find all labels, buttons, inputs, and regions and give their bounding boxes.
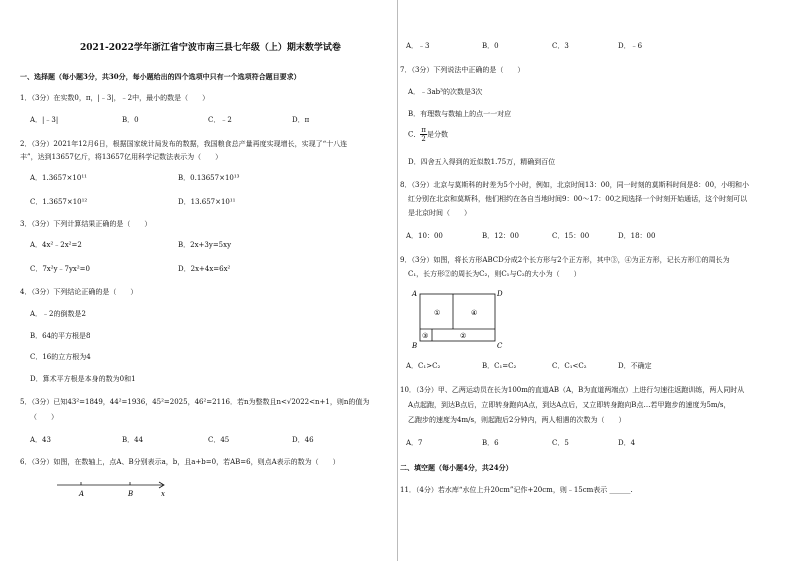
q7-option-c-suffix: 是分数 [426,130,448,139]
q2-option-c: C．1.3657×10¹² [30,198,88,206]
q3-option-b: B．2x+3y=5xy [178,241,232,249]
q8-option-c: C．15：00 [552,232,590,240]
q3-stem: 3．（3分）下列计算结果正确的是（ ） [20,220,152,228]
q5-option-b: B．44 [122,436,144,444]
q10-option-b: B．6 [482,439,499,447]
q4-option-b: B．64的平方根是8 [30,332,91,340]
q10-line3: 乙跑步的速度为4m/s，则起跑后2分钟内，两人相遇的次数为（ ） [408,416,626,424]
q10-option-d: D．4 [618,439,636,447]
q9-option-c: C．C₁<C₂ [552,362,587,370]
q7-stem: 7．（3分）下列说法中正确的是（ ） [400,66,525,74]
q1-option-d: D．π [292,116,310,124]
q5-line1: 5．（3分）已知43²=1849，44²=1936，45²=2025，46²=2116．若n为整数且n<√2022<n+1，则n的值为 [20,398,370,406]
vertex-d-label: D [497,290,503,298]
q5-option-c: C．45 [208,436,230,444]
q7-option-c [408,126,448,143]
q6-option-c: C．3 [552,42,569,50]
point-b-label: B [128,490,134,498]
q8-option-a: A．10：00 [406,232,443,240]
column-divider [397,0,398,561]
q8-line1: 8．（3分）北京与莫斯科的时差为5个小时，例如，北京时间13：00，同一时刻的莫斯科时间是8：00，小明和小 [400,181,750,189]
q2-option-b: B．0.13657×10¹³ [178,174,240,182]
q1-option-c: C．﹣2 [208,116,232,124]
q10-option-a: A．7 [406,439,423,447]
q9-option-a: A．C₁>C₂ [406,362,441,370]
exam-title: 2021-2022学年浙江省宁波市南三县七年级（上）期末数学试卷 [80,43,341,53]
q5-line2: （ ） [30,413,58,421]
q9-line1: 9．（3分）如图，将长方形ABCD分成2个长方形与2个正方形，其中③，④为正方形，记长方形①的周长为 [400,256,730,264]
section-2-heading: 二、填空题（每小题4分，共24分） [400,463,513,472]
q8-line3: 是北京时间（ ） [408,209,471,217]
region-2-label: ② [460,332,467,340]
q1-stem: 1．（3分）在实数0，π，|﹣3|，﹣2中，最小的数是（ ） [20,94,210,102]
pi-over-2-fraction [420,126,427,143]
number-line-figure [55,478,175,500]
q3-option-d: D．2x+4x=6x² [178,265,231,273]
q1-option-b: B．0 [122,116,139,124]
q2-line1: 2．（3分）2021年12月6日，根据国家统计局发布的数据，我国粮食总产量再度实现增长，实现了“十八连 [20,140,348,148]
vertex-b-label: B [412,342,418,350]
q4-option-d: D．算术平方根是本身的数为0和1 [30,375,136,383]
q3-option-a: A．4x²﹣2x²=2 [30,241,82,249]
q8-option-d: D．18：00 [618,232,656,240]
q9-line2: C₁，长方形②的周长为C₂，则C₁与C₂的大小为（ ） [408,270,581,278]
q6-option-a: A．﹣3 [406,42,430,50]
q5-option-a: A．43 [30,436,51,444]
rectangle-abcd-figure [402,286,507,356]
q1-option-a: A．|﹣3| [30,116,59,124]
q4-option-c: C．16的立方根为4 [30,353,91,361]
q7-option-b: B．有理数与数轴上的点一一对应 [408,110,512,118]
q8-option-b: B．12：00 [482,232,519,240]
q10-line2: A点起跑，到达B点后，立即转身跑向A点，到达A点后，又立即转身跑向B点…若甲跑步的速度为5m/s， [408,401,731,409]
q6-option-d: D．﹣6 [618,42,643,50]
axis-x-label: x [161,490,165,498]
q10-line1: 10．（3分）甲、乙两运动员在长为100m的直道AB（A，B为直道两端点）上进行匀速往返跑训练，两人同时从 [400,386,745,394]
q11-stem: 11．（4分）若水库“水位上升20cm”记作+20cm，则﹣15cm表示 ______. [400,486,633,494]
q2-line2: 丰”，达到13657亿斤，将13657亿用科学记数法表示为（ ） [20,153,223,161]
q8-line2: 红分别在北京和莫斯科，他们相约在各自当地时间9：00～17：00之间选择一个时刻开始通话，这个时刻可以 [408,195,748,203]
region-1-label: ① [434,309,441,317]
point-a-label: A [79,490,85,498]
rectangle-outline [420,294,495,341]
q2-option-d: D．13.657×10¹¹ [178,198,236,206]
region-4-label: ④ [471,309,478,317]
q10-option-c: C．5 [552,439,569,447]
section-1-heading: 一、选择题（每小题3分，共30分，每小题给出的四个选项中只有一个选项符合题目要求） [20,72,301,81]
region-3-label: ③ [422,332,429,340]
fraction-numerator: π [421,126,426,134]
q3-option-c: C．7x²y﹣7yx²=0 [30,265,90,273]
q7-option-a: A．﹣3ab³的次数是3次 [408,88,483,96]
q6-stem: 6．（3分）如图，在数轴上，点A、B分别表示a，b，且a+b=0，若AB=6，则点A表示的数为（ ） [20,458,340,466]
q7-option-d: D．四舍五入得到的近似数1.75万，精确到百位 [408,158,556,166]
q4-option-a: A．﹣2的倒数是2 [30,310,86,318]
vertex-c-label: C [497,342,503,350]
q7-option-c-prefix: C． [408,130,421,139]
q4-stem: 4．（3分）下列结论正确的是（ ） [20,288,138,296]
fraction-denominator: 2 [421,135,426,143]
q5-option-d: D．46 [292,436,314,444]
q9-option-d: D．不确定 [618,362,652,370]
q9-option-b: B．C₁=C₂ [482,362,517,370]
q6-option-b: B．0 [482,42,499,50]
vertex-a-label: A [412,290,418,298]
q2-option-a: A．1.3657×10¹¹ [30,174,87,182]
